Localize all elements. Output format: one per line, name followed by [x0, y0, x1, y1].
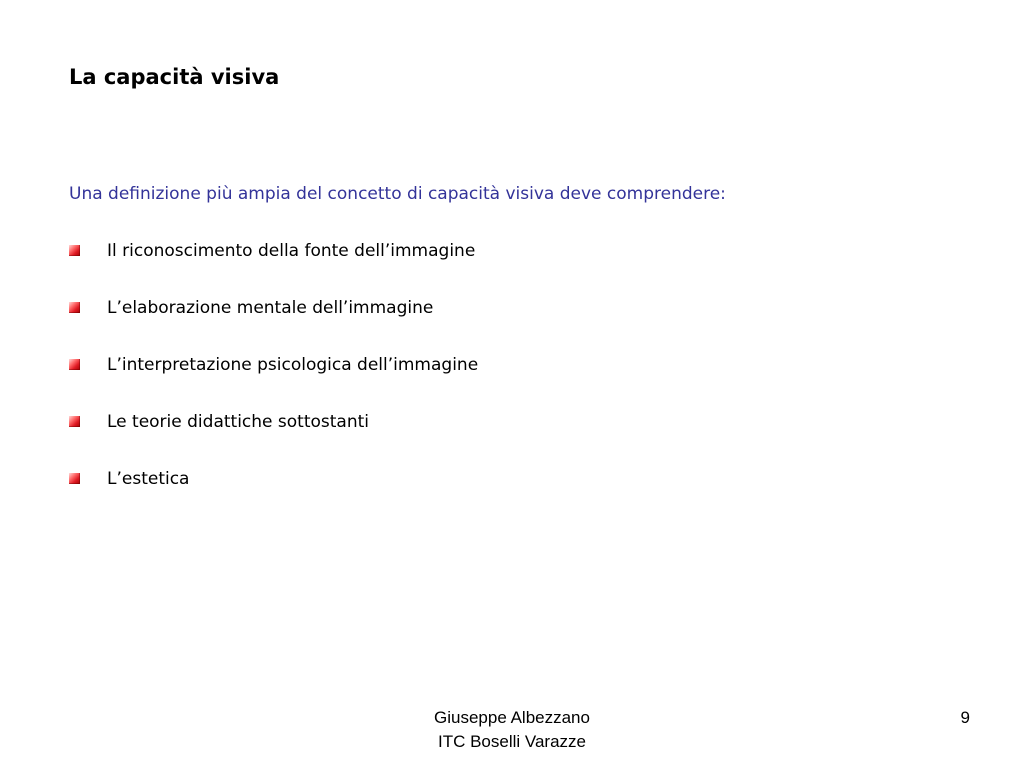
list-item — [69, 295, 478, 352]
bullet-text: L’interpretazione psicologica dell’immagine — [107, 355, 479, 375]
square-bullet-icon — [69, 473, 80, 484]
page-number: 9 — [960, 708, 970, 727]
list-item — [69, 409, 478, 466]
bullet-text: Le teorie didattiche sottostanti — [107, 412, 369, 432]
bullet-list — [69, 238, 478, 523]
list-item — [69, 352, 478, 409]
list-item — [69, 466, 478, 523]
bullet-text: Il riconoscimento della fonte dell’immagine — [107, 241, 476, 261]
bullet-text: L’estetica — [107, 469, 190, 489]
slide-title: La capacità visiva — [69, 65, 280, 89]
footer — [362, 706, 662, 754]
square-bullet-icon — [69, 245, 80, 256]
square-bullet-icon — [69, 302, 80, 313]
footer-institution: ITC Boselli Varazze — [437, 732, 586, 751]
square-bullet-icon — [69, 416, 80, 427]
list-item — [69, 238, 478, 295]
square-bullet-icon — [69, 359, 80, 370]
footer-author: Giuseppe Albezzano — [434, 708, 590, 727]
intro-text: Una definizione più ampia del concetto di capacità visiva deve comprendere: — [69, 184, 726, 204]
bullet-text: L’elaborazione mentale dell’immagine — [107, 298, 434, 318]
